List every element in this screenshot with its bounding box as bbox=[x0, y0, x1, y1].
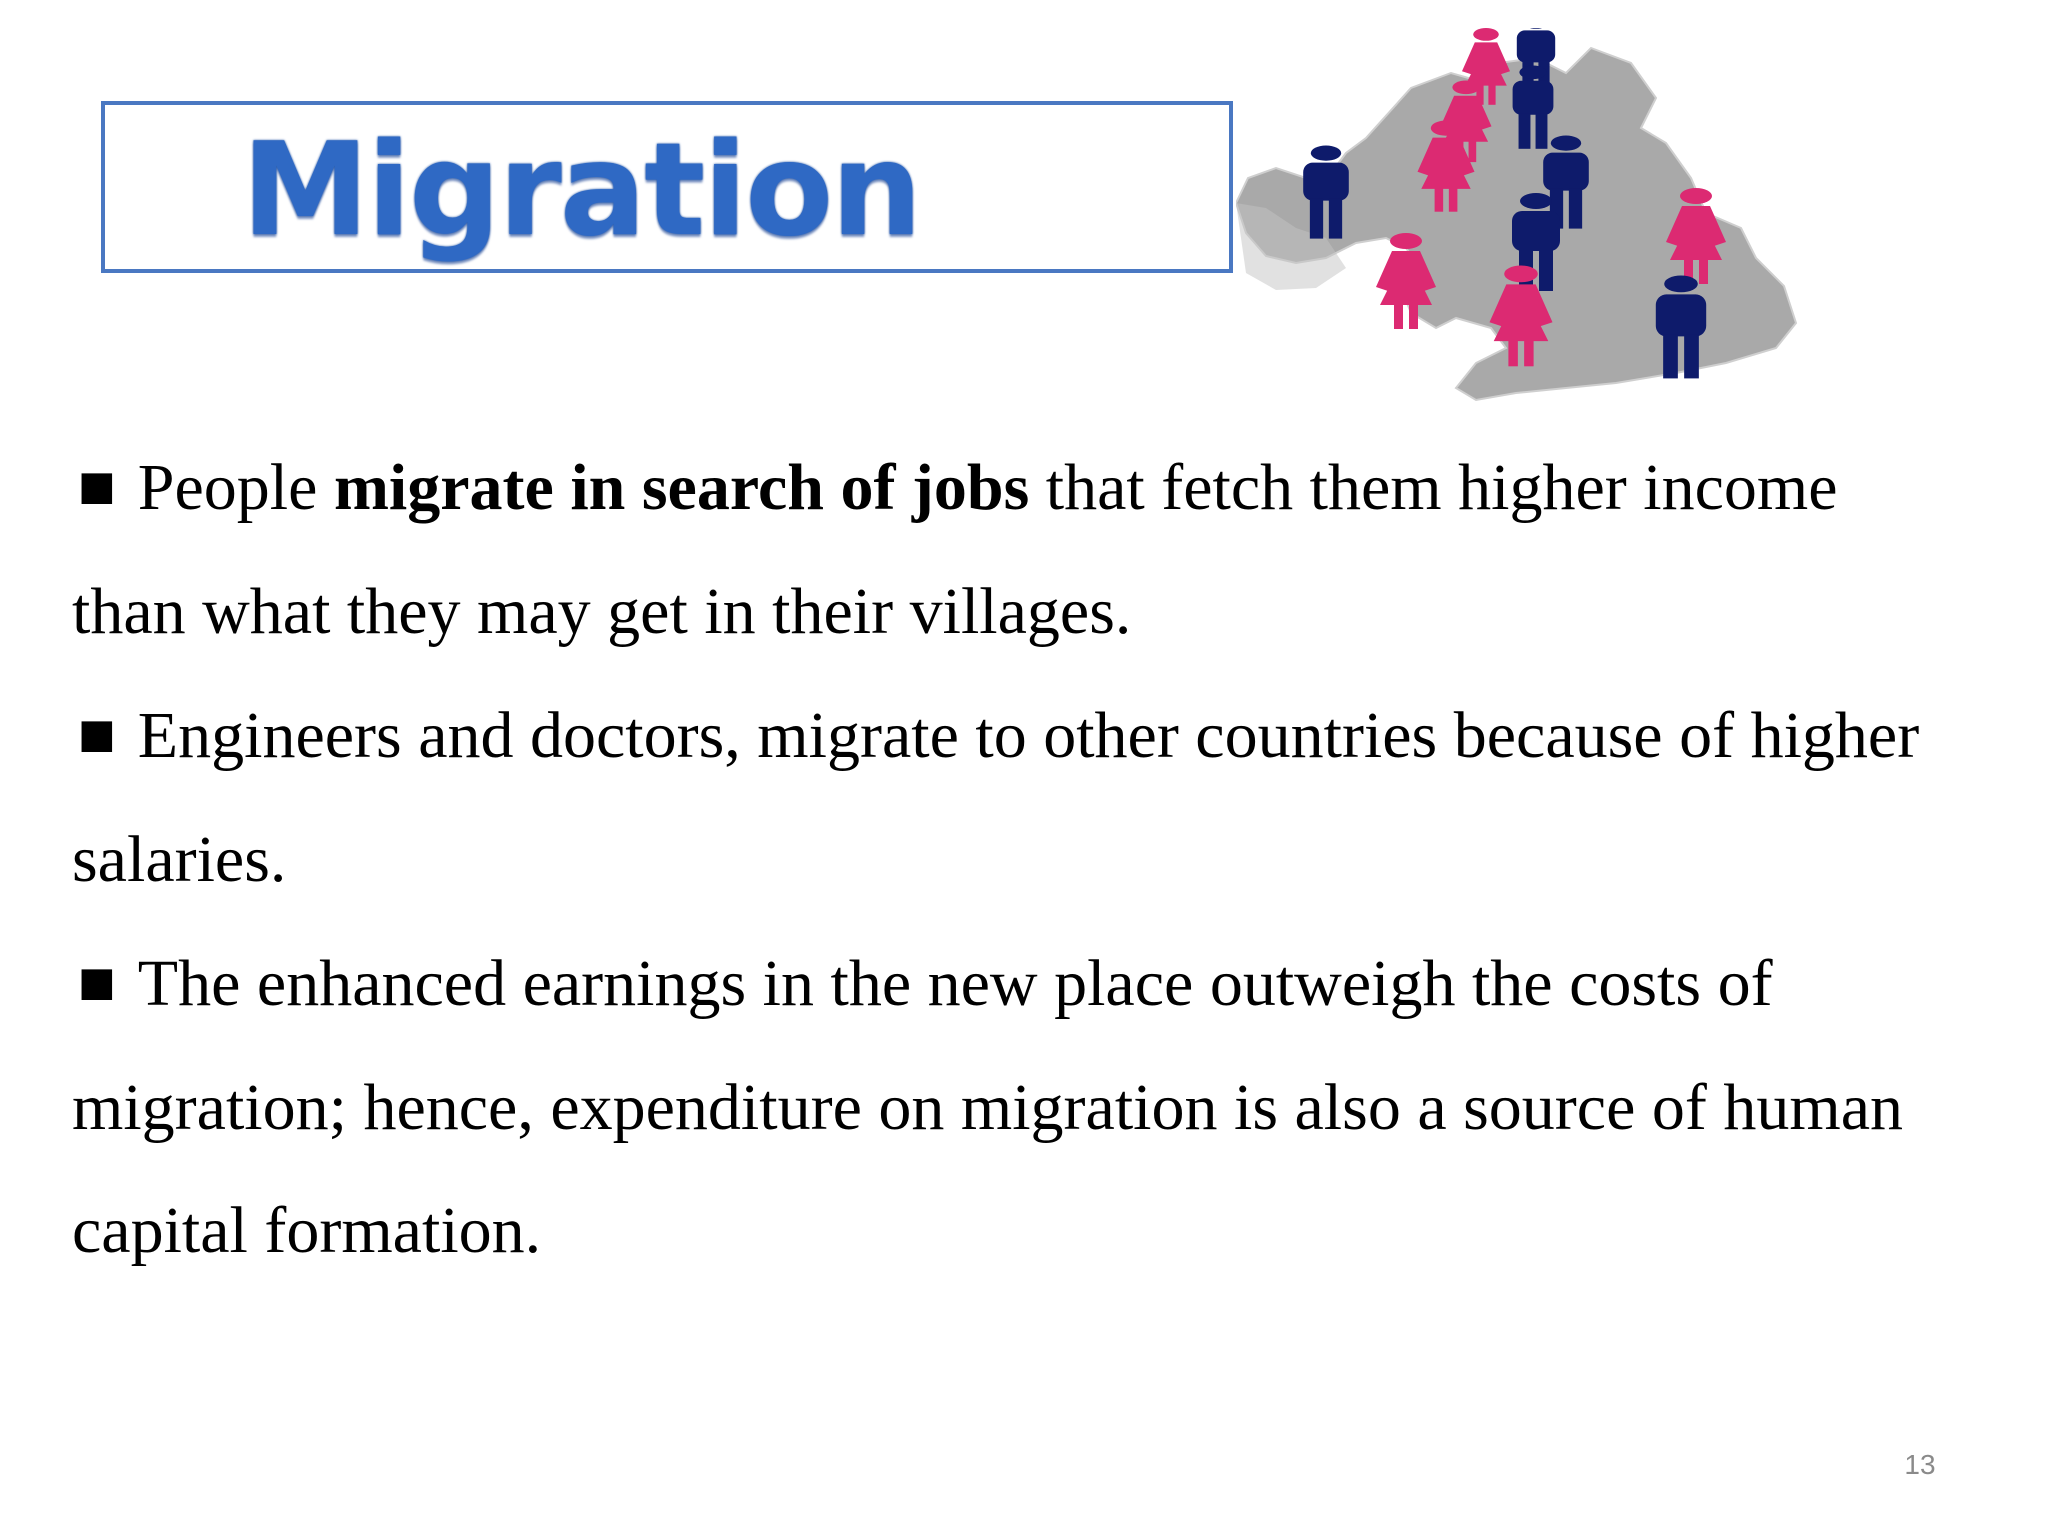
bullet-2-text: Engineers and doctors, migrate to other countries because of higher salaries. bbox=[72, 699, 1920, 896]
bullet-item-3 bbox=[72, 921, 1952, 1293]
square-bullet-icon: ■ bbox=[78, 463, 116, 509]
square-bullet-icon: ■ bbox=[78, 711, 116, 757]
title-box bbox=[101, 101, 1233, 273]
page-number: 13 bbox=[1904, 1449, 1936, 1480]
bullet-1-text-pre: People bbox=[137, 451, 334, 524]
bullet-item-1 bbox=[72, 425, 1952, 673]
bullet-item-2 bbox=[72, 673, 1952, 921]
bullet-1-text-post: that fetch them higher income than what they may get in their villages. bbox=[72, 451, 1838, 648]
slide-title: Migration bbox=[241, 116, 921, 265]
migration-map-illustration bbox=[1236, 28, 1836, 413]
square-bullet-icon: ■ bbox=[78, 959, 116, 1005]
bullet-1-text-bold: migrate in search of jobs bbox=[333, 451, 1030, 524]
bullet-3-text: The enhanced earnings in the new place outweigh the costs of migration; hence, expenditure on migration is also a source of human capital formation. bbox=[72, 947, 1903, 1267]
bullet-list bbox=[72, 425, 1952, 1293]
